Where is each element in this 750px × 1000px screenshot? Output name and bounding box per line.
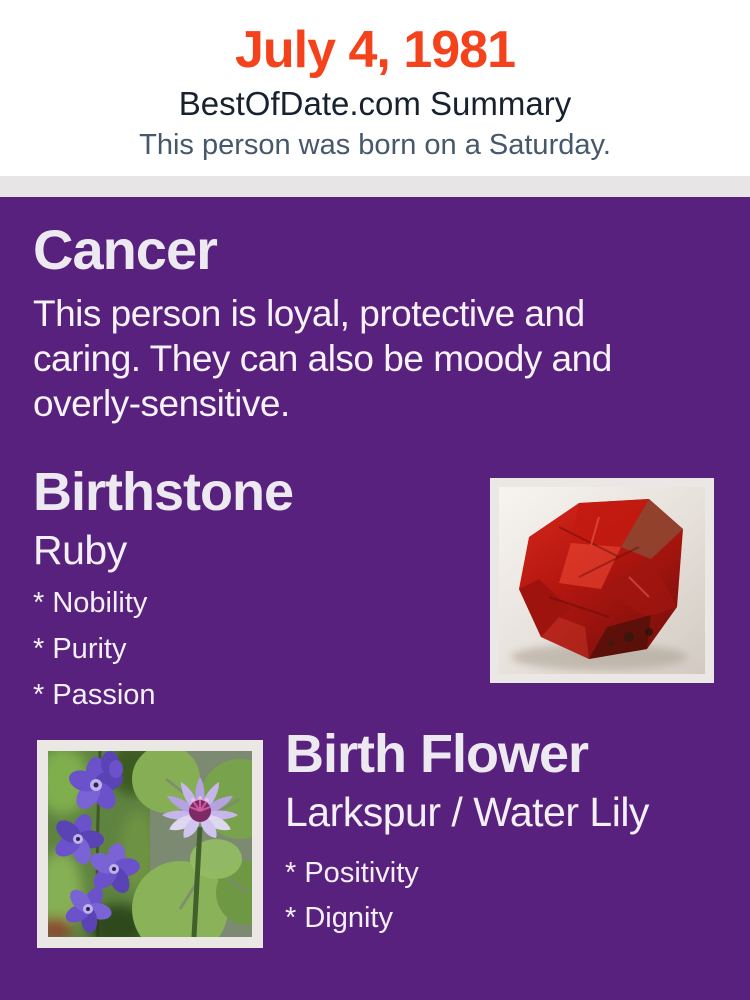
zodiac-sign-heading: Cancer: [33, 218, 217, 281]
birth-flower-traits-list: [285, 859, 649, 933]
birthstone-block: [33, 463, 293, 727]
birth-flower-heading: Birth Flower: [285, 724, 589, 784]
ruby-crystal-illustration: [499, 487, 705, 674]
birthstone-name: Ruby: [33, 527, 127, 574]
birthstone-heading: Birthstone: [33, 462, 293, 522]
birth-flower-trait: * Positivity: [285, 857, 419, 890]
birthstone-trait: * Purity: [33, 633, 127, 666]
ruby-photo: [490, 478, 714, 683]
larkspur-water-lily-illustration: [48, 751, 252, 937]
birthstone-traits-list: [33, 589, 293, 710]
page-title-date: July 4, 1981: [235, 21, 515, 79]
site-summary-line: BestOfDate.com Summary: [178, 85, 572, 122]
birthstone-trait: * Passion: [33, 679, 156, 712]
water-lily-half: [132, 751, 252, 937]
weekday-note: This person was born on a Saturday.: [139, 129, 611, 161]
header: [0, 0, 750, 176]
birth-flower-block: [285, 725, 649, 949]
birth-flower-trait: * Dignity: [285, 902, 393, 935]
birth-flower-name: Larkspur / Water Lily: [285, 789, 649, 836]
larkspur-water-lily-photo: [37, 740, 263, 948]
birthstone-trait: * Nobility: [33, 587, 148, 620]
main-section: [0, 197, 750, 1000]
zodiac-description: This person is loyal, protective and caring. They can also be moody and overly-sensitive.: [33, 293, 612, 425]
divider-strip: [0, 176, 750, 197]
